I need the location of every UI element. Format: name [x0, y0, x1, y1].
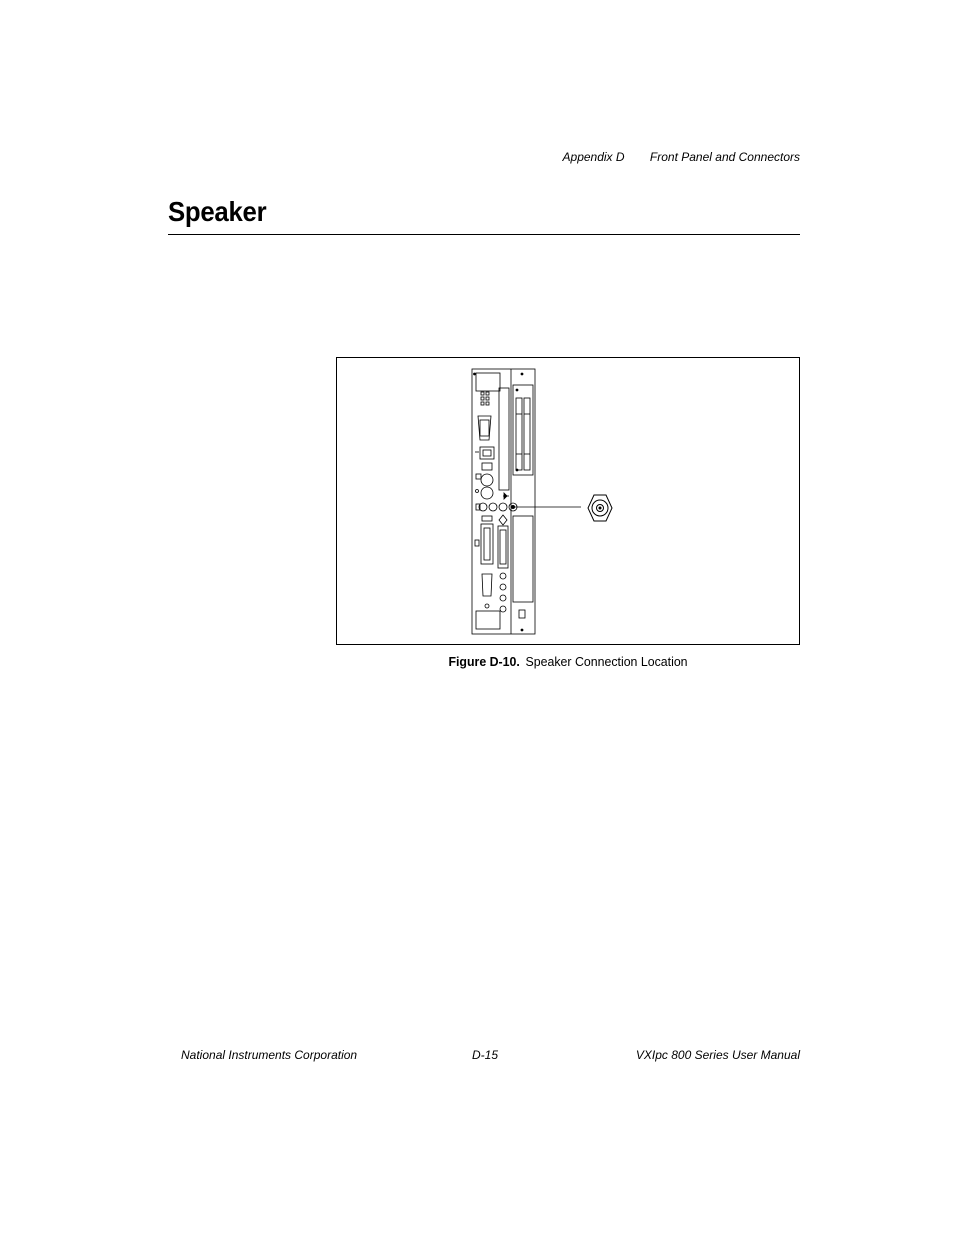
- front-panel-drawing: [337, 358, 799, 644]
- header-section: Front Panel and Connectors: [649, 150, 800, 164]
- figure-caption-text: Speaker Connection Location: [525, 654, 688, 669]
- screw-icon: [521, 373, 523, 375]
- jack-icon: [499, 503, 507, 511]
- jack-icon: [489, 503, 497, 511]
- footer-page-number: D-15: [472, 1048, 499, 1062]
- speaker-connector-callout: [588, 495, 612, 521]
- figure-frame: [336, 357, 800, 645]
- connector-icon: [482, 463, 492, 470]
- figure-caption: [348, 654, 789, 669]
- screw-icon: [474, 373, 476, 375]
- led-group: [481, 392, 489, 405]
- top-handle: [476, 373, 500, 391]
- bottom-handle: [476, 611, 500, 629]
- ethernet-port-icon: [480, 447, 494, 459]
- vga-port-icon: [482, 574, 492, 596]
- parallel-port-icon: [481, 524, 493, 564]
- title-rule: [168, 234, 800, 235]
- gpib-symbol-icon: [499, 515, 507, 525]
- header-appendix: Appendix D: [562, 150, 625, 164]
- gpib-port-icon: [498, 526, 508, 568]
- ps2-port-icon: [481, 487, 493, 499]
- footer-manual-title: VXIpc 800 Series User Manual: [635, 1048, 800, 1062]
- speaker-symbol-icon: [503, 493, 509, 499]
- running-header: [563, 150, 800, 164]
- front-panel-outline: [472, 369, 535, 634]
- expansion-slot: [513, 516, 533, 602]
- footer-company: National Instruments Corporation: [181, 1048, 358, 1062]
- page-title: Speaker: [168, 196, 267, 227]
- figure-number: Figure D-10.: [448, 654, 520, 669]
- ps2-port-icon: [481, 474, 493, 486]
